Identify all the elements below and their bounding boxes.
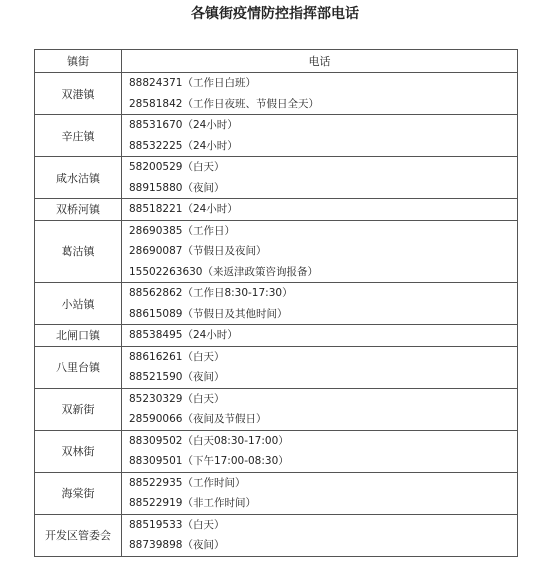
phone-number-entry: 58200529（白天） (129, 161, 225, 173)
phone-number-entry: 88532225（24小时） (129, 139, 238, 152)
phone-column-header: 电话 (122, 50, 518, 73)
page-title: 各镇街疫情防控指挥部电话 (191, 6, 359, 22)
phone-number-entry: 28590066（夜间及节假日） (129, 413, 267, 425)
town-name-cell: 双林街 (35, 430, 122, 472)
table-row (35, 73, 518, 115)
phone-number-entry: 88309501（下午17:00-08:30） (129, 455, 289, 467)
town-name-cell: 北闸口镇 (35, 325, 122, 347)
table-row (35, 325, 518, 347)
phone-number-entry: 85230329（白天） (129, 392, 225, 405)
table-row (35, 346, 518, 388)
phone-cell (122, 73, 518, 115)
table-row (35, 514, 518, 556)
table-row (35, 157, 518, 199)
phone-number-entry: 88538495（24小时） (129, 329, 238, 341)
phone-number-entry: 88739898（夜间） (129, 539, 225, 551)
phone-number-entry: 28690385（工作日） (129, 224, 235, 237)
table-row (35, 220, 518, 283)
town-column-header: 镇街 (35, 50, 122, 73)
phone-number-entry: 88531670（24小时） (129, 119, 238, 131)
table-row (35, 199, 518, 221)
town-name-cell: 辛庄镇 (35, 115, 122, 157)
table-row (35, 115, 518, 157)
town-name-cell: 双新街 (35, 388, 122, 430)
phone-cell (122, 430, 518, 472)
phone-number-entry: 88824371（工作日白班） (129, 77, 256, 89)
town-name-cell: 葛沽镇 (35, 220, 122, 283)
phone-cell (122, 472, 518, 514)
phone-number-entry: 88522935（工作时间） (129, 476, 246, 489)
town-name-cell: 咸水沽镇 (35, 157, 122, 199)
town-name-cell: 开发区管委会 (35, 514, 122, 556)
town-name-cell: 双桥河镇 (35, 199, 122, 221)
phone-cell (122, 199, 518, 221)
town-name-cell: 八里台镇 (35, 346, 122, 388)
phone-number-entry: 15502263630（来返津政策咨询报备） (129, 265, 318, 278)
phone-cell (122, 388, 518, 430)
phone-number-entry: 88615089（节假日及其他时间） (129, 307, 288, 320)
phone-cell (122, 283, 518, 325)
phone-cell (122, 115, 518, 157)
phone-cell (122, 325, 518, 347)
town-name-cell: 海棠街 (35, 472, 122, 514)
phone-number-entry: 28581842（工作日夜班、节假日全天） (129, 97, 319, 110)
phone-number-entry: 28690087（节假日及夜间） (129, 245, 267, 257)
phone-number-entry: 88562862（工作日8:30-17:30） (129, 287, 293, 299)
phone-cell (122, 220, 518, 283)
phone-cell (122, 157, 518, 199)
phone-cell (122, 514, 518, 556)
phone-table (34, 49, 518, 557)
phone-number-entry: 88915880（夜间） (129, 181, 225, 194)
table-row (35, 472, 518, 514)
table-row (35, 430, 518, 472)
phone-number-entry: 88519533（白天） (129, 518, 225, 531)
phone-cell (122, 346, 518, 388)
table-row (35, 283, 518, 325)
table-header-row (35, 50, 518, 73)
phone-number-entry: 88309502（白天08:30-17:00） (129, 434, 289, 447)
town-name-cell: 双港镇 (35, 73, 122, 115)
table-row (35, 388, 518, 430)
phone-number-entry: 88521590（夜间） (129, 371, 225, 383)
phone-number-entry: 88522919（非工作时间） (129, 497, 256, 509)
town-name-cell: 小站镇 (35, 283, 122, 325)
phone-number-entry: 88616261（白天） (129, 350, 225, 363)
phone-number-entry: 88518221（24小时） (129, 203, 238, 215)
